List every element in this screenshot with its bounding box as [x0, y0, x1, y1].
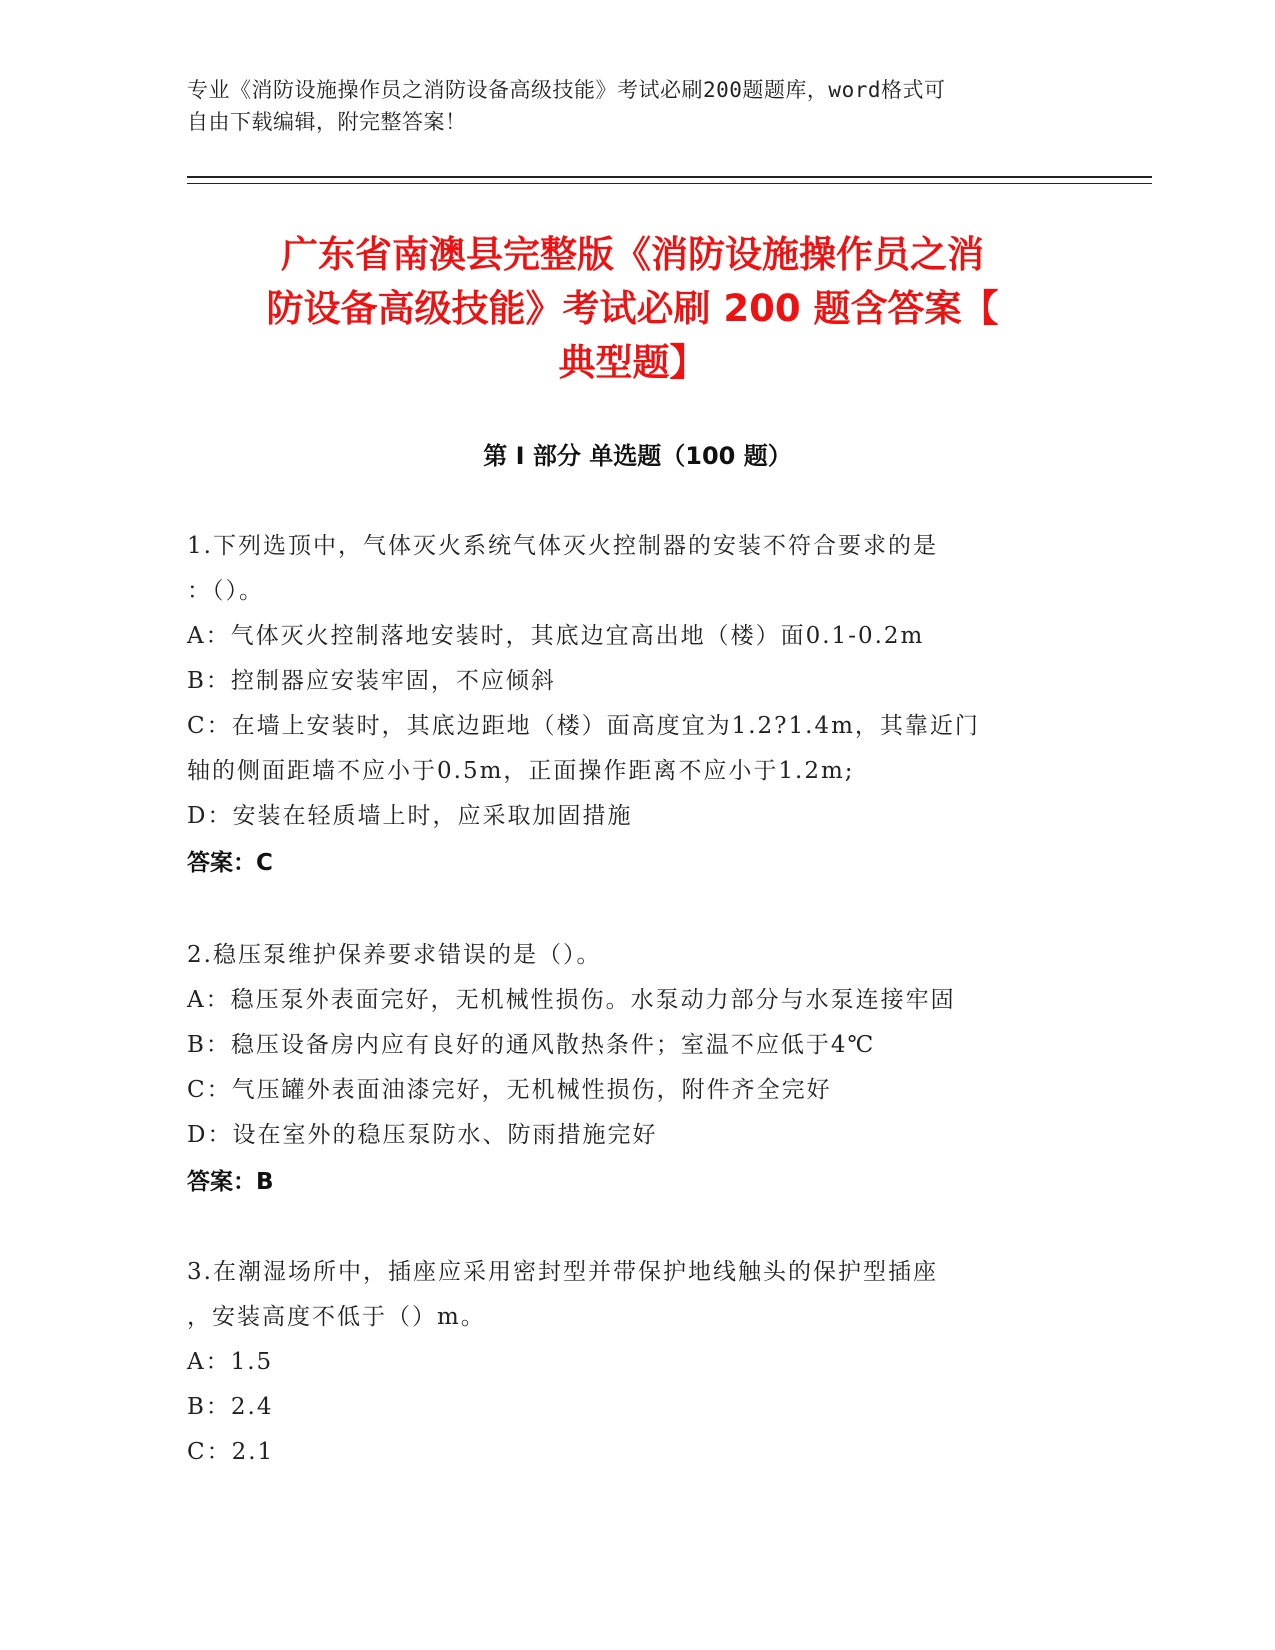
- question-stem: 1.下列选顶中，气体灭火系统气体灭火控制器的安装不符合要求的是: [187, 533, 938, 559]
- option-c: C：气压罐外表面油漆完好，无机械性损伤，附件齐全完好: [187, 1077, 832, 1103]
- header-divider-thin: [187, 183, 1152, 184]
- answer: 答案：C: [187, 850, 273, 876]
- header-note-line: 专业《消防设施操作员之消防设备高级技能》考试必刷200题题库，word格式可: [187, 78, 946, 102]
- header-divider-thick: [187, 176, 1152, 178]
- option-b: B：控制器应安装牢固，不应倾斜: [187, 668, 556, 694]
- option-b: B：2.4: [187, 1394, 274, 1420]
- option-a: A：稳压泵外表面完好，无机械性损伤。水泵动力部分与水泵连接牢固: [187, 987, 956, 1013]
- option-c: C：2.1: [187, 1439, 275, 1465]
- document-title: [160, 228, 1105, 390]
- option-a: A：1.5: [187, 1349, 274, 1375]
- question-stem: ：（）。: [187, 578, 264, 604]
- question-stem: 3.在潮湿场所中，插座应采用密封型并带保护地线触头的保护型插座: [187, 1259, 938, 1285]
- option-b: B：稳压设备房内应有良好的通风散热条件；室温不应低于4℃: [187, 1032, 876, 1058]
- question-3: [187, 1250, 1087, 1475]
- answer: 答案：B: [187, 1169, 274, 1195]
- option-d: D：安装在轻质墙上时，应采取加固措施: [187, 803, 633, 829]
- header-note: [187, 74, 1067, 138]
- option-d: D：设在室外的稳压泵防水、防雨措施完好: [187, 1122, 658, 1148]
- section-title: 第 I 部分 单选题（100 题）: [483, 442, 792, 470]
- question-1: [187, 524, 1087, 886]
- option-a: A：气体灭火控制落地安装时，其底边宜高出地（楼）面0.1-0.2m: [187, 623, 925, 649]
- title-line: 典型题】: [558, 341, 707, 384]
- option-c: 轴的侧面距墙不应小于0.5m，正面操作距离不应小于1.2m;: [187, 758, 855, 784]
- title-line: 防设备高级技能》考试必刷 200 题含答案【: [266, 287, 999, 330]
- option-c: C：在墙上安装时，其底边距地（楼）面高度宜为1.2?1.4m，其靠近门: [187, 713, 980, 739]
- question-stem: ，安装高度不低于（）m。: [187, 1304, 486, 1330]
- question-stem: 2.稳压泵维护保养要求错误的是（）。: [187, 942, 602, 968]
- question-2: [187, 933, 1087, 1205]
- header-note-line: 自由下载编辑，附完整答案！: [187, 110, 467, 134]
- title-line: 广东省南澳县完整版《消防设施操作员之消: [281, 233, 984, 276]
